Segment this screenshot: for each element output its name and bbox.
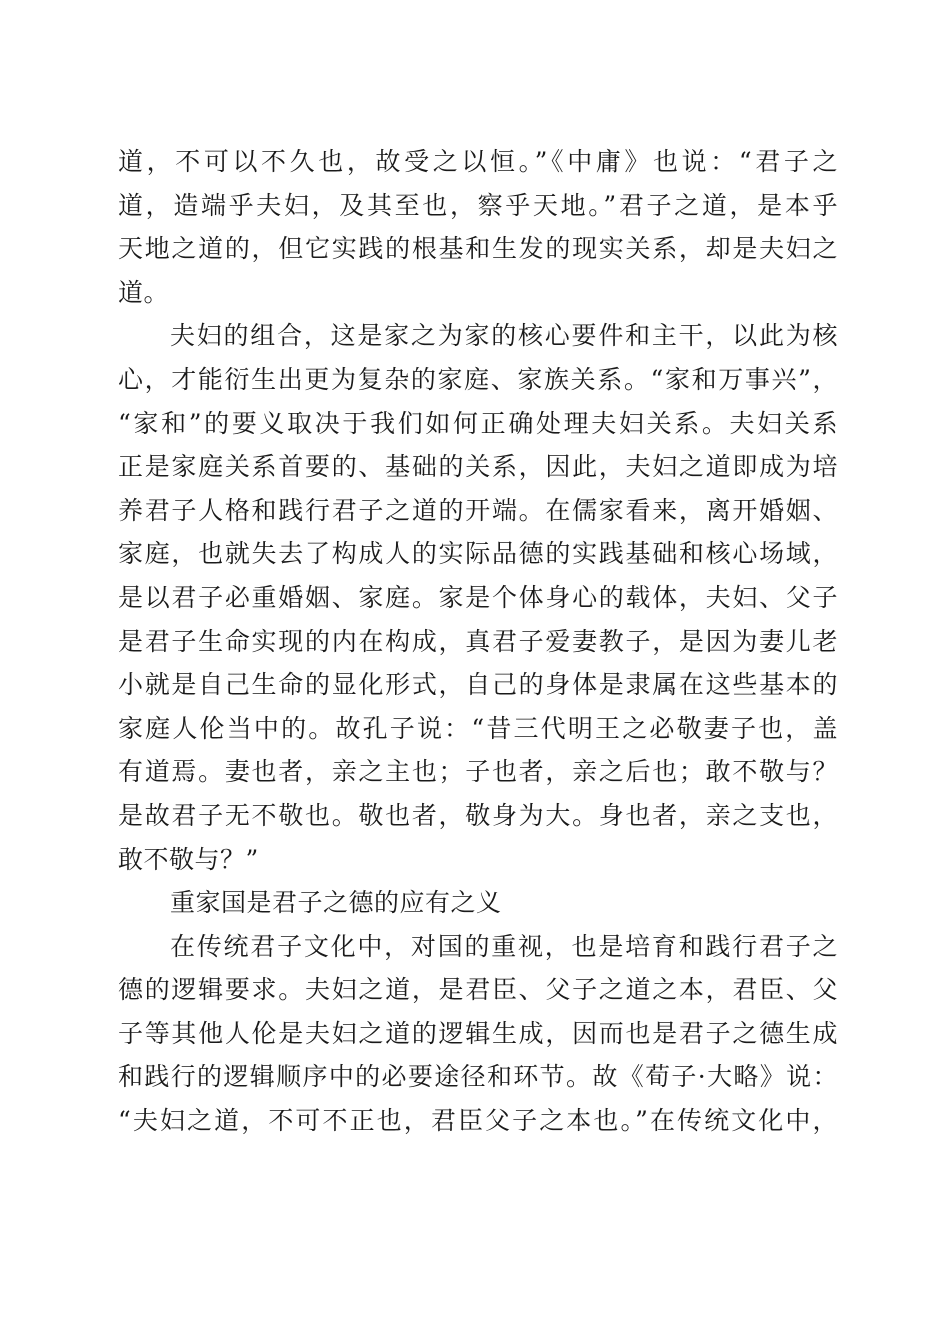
- text-line: 养君子人格和践行君子之道的开端。在儒家看来，离开婚姻、: [118, 495, 838, 525]
- document-body: [118, 140, 838, 1143]
- paragraph-first-line: 夫妇的组合，这是家之为家的核心要件和主干，以此为核: [170, 321, 838, 351]
- text-line: 是君子生命实现的内在构成，真君子爱妻教子，是因为妻儿老: [118, 626, 838, 656]
- text-line: 是以君子必重婚姻、家庭。家是个体身心的载体，夫妇、父子: [118, 582, 838, 612]
- paragraph-first-line: 在传统君子文化中，对国的重视，也是培育和践行君子之: [170, 931, 838, 961]
- text-line: 道。: [118, 277, 170, 307]
- text-line: 道，造端乎夫妇，及其至也，察乎天地。”君子之道，是本乎: [118, 190, 838, 220]
- text-line: 小就是自己生命的显化形式，自己的身体是隶属在这些基本的: [118, 670, 838, 700]
- text-line: “夫妇之道，不可不正也，君臣父子之本也。”在传统文化中，: [118, 1106, 838, 1136]
- text-line: 天地之道的，但它实践的根基和生发的现实关系，却是夫妇之: [118, 234, 838, 264]
- text-line: 有道焉。妻也者，亲之主也；子也者，亲之后也；敢不敬与？: [118, 757, 838, 787]
- text-line: 德的逻辑要求。夫妇之道，是君臣、父子之道之本，君臣、父: [118, 975, 838, 1005]
- text-line: 家庭，也就失去了构成人的实际品德的实践基础和核心场域，: [118, 539, 838, 569]
- text-line: 和践行的逻辑顺序中的必要途径和环节。故《荀子·大略》说：: [118, 1062, 838, 1092]
- text-line: 家庭人伦当中的。故孔子说：“昔三代明王之必敬妻子也，盖: [118, 713, 838, 743]
- text-line: 子等其他人伦是夫妇之道的逻辑生成，因而也是君子之德生成: [118, 1018, 838, 1048]
- text-line: 敢不敬与？”: [118, 844, 259, 874]
- section-heading: 重家国是君子之德的应有之义: [170, 888, 502, 918]
- text-line: 道，不可以不久也，故受之以恒。”《中庸》也说：“君子之: [118, 147, 838, 176]
- text-line: 是故君子无不敬也。敬也者，敬身为大。身也者，亲之支也，: [118, 800, 838, 830]
- text-line: 心，才能衍生出更为复杂的家庭、家族关系。“家和万事兴”，: [118, 364, 838, 394]
- text-line: “家和”的要义取决于我们如何正确处理夫妇关系。夫妇关系: [118, 408, 838, 438]
- text-line: 正是家庭关系首要的、基础的关系，因此，夫妇之道即成为培: [118, 452, 838, 482]
